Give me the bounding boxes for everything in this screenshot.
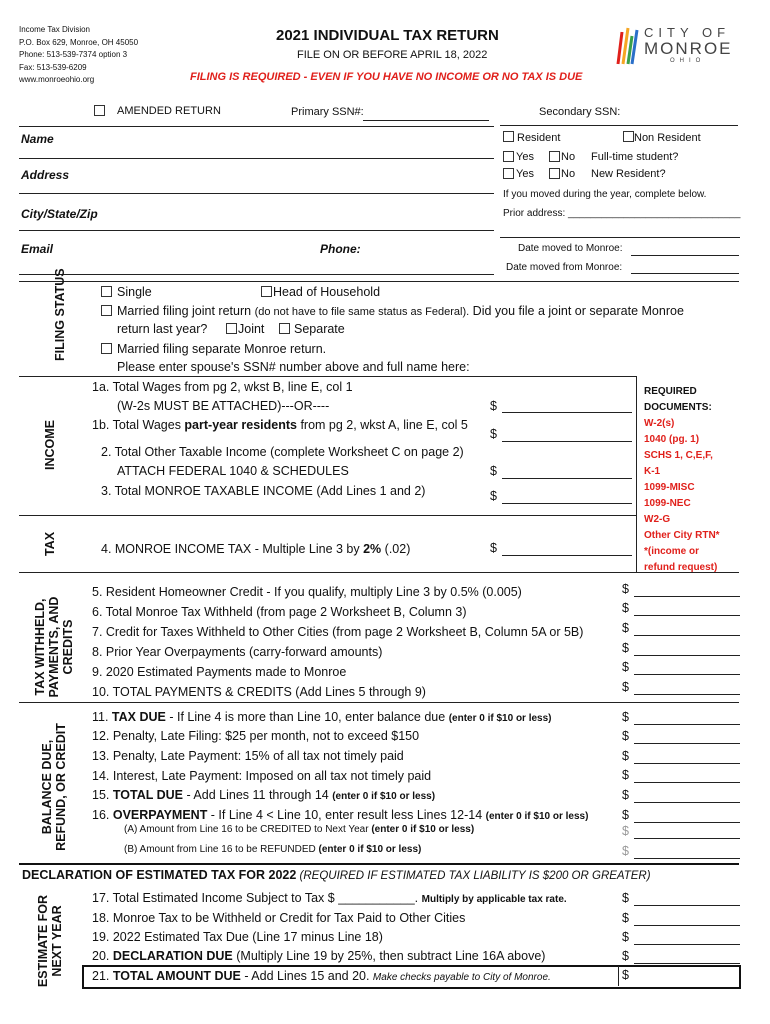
address-input[interactable] <box>19 193 494 194</box>
mfs-label: Married filing separate Monroe return. <box>117 342 327 356</box>
student-no-checkbox[interactable] <box>549 151 560 162</box>
amount-input[interactable] <box>634 963 740 964</box>
line-21-bold: TOTAL AMOUNT DUE <box>112 969 241 983</box>
line-2: 2. Total Other Taxable Income (complete Worksheet C on page 2) <box>101 445 464 459</box>
line-19: 19. 2022 Estimated Tax Due (Line 17 minus Line 18) <box>92 930 383 944</box>
line-9: 9. 2020 Estimated Payments made to Monroe <box>92 665 347 679</box>
dollar-sign: $ <box>622 968 629 982</box>
line-4-pre: 4. MONROE INCOME TAX - Multiple Line 3 by <box>101 542 364 556</box>
single-label: Single <box>117 285 152 299</box>
section-divider <box>19 702 739 703</box>
line-21-num: 21. <box>92 969 113 983</box>
estimate-label-2: NEXT YEAR <box>50 905 64 977</box>
amount-input[interactable] <box>634 838 740 839</box>
amount-input[interactable] <box>634 802 740 803</box>
fulltime-student-label: Full-time student? <box>591 151 679 163</box>
dollar-sign: $ <box>622 891 629 905</box>
dollar-sign: $ <box>622 641 629 655</box>
doc-item: Other City RTN* <box>644 530 720 541</box>
amount-input[interactable] <box>634 905 740 906</box>
joint-checkbox[interactable] <box>226 323 237 334</box>
total-divider <box>618 966 619 986</box>
dollar-sign: $ <box>622 808 629 822</box>
dollar-sign: $ <box>622 768 629 782</box>
separate-checkbox[interactable] <box>279 323 290 334</box>
address-label: Address <box>21 168 70 182</box>
doc-item: SCHS 1, C,E,F, <box>644 450 713 461</box>
dollar-sign: $ <box>622 844 629 858</box>
org-line: www.monroeohio.org <box>19 75 95 84</box>
line-16-bold: OVERPAYMENT <box>112 808 208 822</box>
section-divider <box>19 863 739 865</box>
separate-label: Separate <box>294 322 345 336</box>
non-resident-label: Non Resident <box>634 132 701 144</box>
amount-input[interactable] <box>634 596 740 597</box>
dollar-sign: $ <box>622 824 629 838</box>
dollar-sign: $ <box>622 729 629 743</box>
mfj-line <box>117 304 684 318</box>
income-section-label: INCOME <box>43 420 57 470</box>
line-14: 14. Interest, Late Payment: Imposed on all tax not timely paid <box>92 769 432 783</box>
line-16b-text: (B) Amount from Line 16 to be REFUNDED <box>124 844 319 855</box>
line-16a-note: (enter 0 if $10 or less) <box>371 824 475 835</box>
line-5: 5. Resident Homeowner Credit - If you qualify, multiply Line 3 by 0.5% (0.005) <box>92 585 522 599</box>
secondary-ssn-label: Secondary SSN: <box>539 106 621 118</box>
line-4-rate: 2% <box>363 542 382 556</box>
line-15 <box>92 788 435 802</box>
line-4-post: (.02) <box>381 542 411 556</box>
required-docs-title: REQUIRED DOCUMENTS: <box>644 386 712 413</box>
declaration-note: (REQUIRED IF ESTIMATED TAX LIABILITY IS $200 OR GREATER) <box>296 870 651 882</box>
spouse-instructions: Please enter spouse's SSN# number above and full name here: <box>117 360 470 374</box>
dollar-sign: $ <box>622 749 629 763</box>
name-input[interactable] <box>19 158 494 159</box>
required-documents <box>644 384 724 576</box>
line-17 <box>92 891 567 905</box>
line-20-text: (Multiply Line 19 by 25%, then subtract Line 16A above) <box>232 949 546 963</box>
dollar-sign: $ <box>622 660 629 674</box>
city-state-zip-input[interactable] <box>19 230 494 231</box>
dollar-sign: $ <box>622 911 629 925</box>
declaration-header <box>22 868 651 882</box>
estimate-section-label <box>36 887 64 995</box>
new-resident-label: New Resident? <box>591 168 666 180</box>
amount-input[interactable] <box>634 782 740 783</box>
amount-input[interactable] <box>634 635 740 636</box>
form-title: 2021 INDIVIDUAL TAX RETURN <box>276 27 499 44</box>
line-1b <box>92 418 468 432</box>
line-16 <box>92 808 588 822</box>
no-label: No <box>561 151 576 163</box>
hoh-checkbox[interactable] <box>261 286 272 297</box>
line-20 <box>92 949 545 963</box>
line-21-text: - Add Lines 15 and 20. <box>240 969 373 983</box>
doc-item: 1099-MISC <box>644 482 695 493</box>
line-18: 18. Monroe Tax to be Withheld or Credit for Tax Paid to Other Cities <box>92 911 466 925</box>
line-16-num: 16. <box>92 808 113 822</box>
section-divider <box>19 572 739 573</box>
dollar-sign: $ <box>490 489 497 503</box>
yes-label: Yes <box>516 151 534 163</box>
line-3: 3. Total MONROE TAXABLE INCOME (Add Lines 1 and 2) <box>101 484 426 498</box>
payments-lines <box>92 582 583 702</box>
dollar-sign: $ <box>622 949 629 963</box>
newres-no-checkbox[interactable] <box>549 168 560 179</box>
doc-item: *(income or <box>644 546 700 557</box>
amount-input[interactable] <box>634 858 740 859</box>
line-21-note: Make checks payable to City of Monroe. <box>372 972 551 983</box>
line-1b-bold: part-year residents <box>184 418 297 432</box>
line-20-num: 20. <box>92 949 113 963</box>
line-4-input[interactable] <box>502 555 632 556</box>
amount-input[interactable] <box>634 763 740 764</box>
line-11 <box>92 710 552 724</box>
estimate-label-1: ESTIMATE FOR <box>36 894 50 988</box>
line-6: 6. Total Monroe Tax Withheld (from page 2 Worksheet B, Column 3) <box>92 605 467 619</box>
line-20-bold: DECLARATION DUE <box>112 949 233 963</box>
line-16-note: (enter 0 if $10 or less) <box>485 811 589 822</box>
return-last-year-label: return last year? <box>117 322 208 336</box>
section-divider <box>19 376 636 377</box>
secondary-ssn-input[interactable] <box>500 125 738 126</box>
dollar-sign: $ <box>490 464 497 478</box>
phone-label: Phone: <box>320 242 361 256</box>
payments-label-3: CREDITS <box>61 619 75 675</box>
amount-input[interactable] <box>634 674 740 675</box>
primary-ssn-input[interactable] <box>363 120 489 121</box>
balance-label-2: REFUND, OR CREDIT <box>54 723 68 851</box>
newres-yes-checkbox[interactable] <box>503 168 514 179</box>
line-2-note: ATTACH FEDERAL 1040 & SCHEDULES <box>117 464 349 478</box>
date-moved-from-label: Date moved from Monroe: <box>506 262 623 273</box>
line-3-input[interactable] <box>502 503 632 504</box>
line-16b <box>124 844 421 855</box>
moved-instructions: If you moved during the year, complete below. <box>503 189 707 200</box>
line-7: 7. Credit for Taxes Withheld to Other Cities (from page 2 Worksheet B, Column 5A or 5B) <box>92 625 584 639</box>
line-1b-post: from pg 2, wkst A, line E, col 5 <box>296 418 468 432</box>
dollar-sign: $ <box>622 621 629 635</box>
doc-item: W-2(s) <box>644 418 675 429</box>
hoh-label: Head of Household <box>273 285 381 299</box>
resident-label: Resident <box>517 132 561 144</box>
line-11-bold: TAX DUE <box>111 710 166 724</box>
non-resident-checkbox[interactable] <box>623 131 634 142</box>
file-by-date: FILE ON OR BEFORE APRIL 18, 2022 <box>297 49 488 61</box>
docs-divider <box>636 376 637 572</box>
amended-label: AMENDED RETURN <box>117 105 221 117</box>
line-12: 12. Penalty, Late Filing: $25 per month, not to exceed $150 <box>92 729 420 743</box>
no-label: No <box>561 168 576 180</box>
org-line: P.O. Box 629, Monroe, OH 45050 <box>19 37 139 47</box>
line-16a-text: (A) Amount from Line 16 to be CREDITED to Next Year <box>124 824 372 835</box>
dollar-sign: $ <box>622 788 629 802</box>
org-line: Phone: 513-539-7374 option 3 <box>19 50 128 59</box>
name-label: Name <box>21 132 54 146</box>
dollar-sign: $ <box>622 680 629 694</box>
amended-checkbox[interactable] <box>94 105 105 116</box>
filing-status-section-label: FILING STATUS <box>53 268 67 361</box>
dollar-sign: $ <box>622 582 629 596</box>
amount-input[interactable] <box>634 743 740 744</box>
mfj-label: Married filing joint return <box>117 304 252 318</box>
doc-item: 1040 (pg. 1) <box>644 434 700 445</box>
payments-label-1: TAX WITHHELD, <box>33 598 47 696</box>
doc-item: 1099-NEC <box>644 498 691 509</box>
line-11-text: - If Line 4 is more than Line 10, enter balance due <box>165 710 449 724</box>
dollar-sign: $ <box>622 601 629 615</box>
date-moved-to-input[interactable] <box>631 255 739 256</box>
logo-monroe: MONROE <box>644 39 733 58</box>
email-label: Email <box>21 242 54 256</box>
date-moved-from-input[interactable] <box>631 273 739 274</box>
filing-required-notice: FILING IS REQUIRED - EVEN IF YOU HAVE NO INCOME OR NO TAX IS DUE <box>190 71 583 83</box>
mfj-checkbox[interactable] <box>101 305 112 316</box>
divider <box>19 126 494 127</box>
tax-section-label: TAX <box>43 531 57 557</box>
line-15-bold: TOTAL DUE <box>112 788 184 802</box>
balance-section-label <box>40 717 68 857</box>
joint-label: Joint <box>238 322 265 336</box>
logo-mark-icon <box>612 24 642 68</box>
payments-label-2: PAYMENTS, AND <box>47 596 61 698</box>
line-13: 13. Penalty, Late Payment: 15% of all tax not timely paid <box>92 749 404 763</box>
resident-checkbox[interactable] <box>503 131 514 142</box>
amount-input[interactable] <box>634 724 740 725</box>
doc-item: K-1 <box>644 466 661 477</box>
email-phone-input[interactable] <box>19 274 494 275</box>
line-17-text: 17. Total Estimated Income Subject to Tax $ ___________. <box>92 891 422 905</box>
line-2-input[interactable] <box>502 478 632 479</box>
line-1a: 1a. Total Wages from pg 2, wkst B, line E, col 1 <box>92 380 353 394</box>
line-16b-note: (enter 0 if $10 or less) <box>318 844 422 855</box>
line-8: 8. Prior Year Overpayments (carry-forward amounts) <box>92 645 383 659</box>
yes-label: Yes <box>516 168 534 180</box>
org-line: Fax: 513-539-6209 <box>19 62 87 72</box>
mfj-question: Did you file a joint or separate Monroe <box>472 304 684 318</box>
mfs-checkbox[interactable] <box>101 343 112 354</box>
city-state-zip-label: City/State/Zip <box>21 207 98 221</box>
section-divider <box>19 281 739 282</box>
balance-label-1: BALANCE DUE, <box>40 739 54 835</box>
single-checkbox[interactable] <box>101 286 112 297</box>
line-1b-pre: 1b. Total Wages <box>92 418 185 432</box>
line-16-text: - If Line 4 < Line 10, enter result less Lines 12-14 <box>207 808 486 822</box>
line-17-note: Multiply by applicable tax rate. <box>421 894 567 905</box>
amount-input[interactable] <box>634 925 740 926</box>
line-11-note: (enter 0 if $10 or less) <box>448 713 552 724</box>
amount-input[interactable] <box>634 694 740 695</box>
amount-input[interactable] <box>634 615 740 616</box>
line-16a <box>124 824 474 835</box>
date-moved-to-label: Date moved to Monroe: <box>518 243 623 254</box>
line-15-text: - Add Lines 11 through 14 <box>183 788 333 802</box>
line-1b-input[interactable] <box>502 441 632 442</box>
line-11-num: 11. <box>92 710 112 724</box>
mfj-note: (do not have to file same status as Federal). <box>254 306 470 318</box>
amount-input[interactable] <box>634 944 740 945</box>
line-1a-input[interactable] <box>502 412 632 413</box>
dollar-sign: $ <box>622 930 629 944</box>
payments-section-label <box>33 585 75 709</box>
doc-item: W2-G <box>644 514 671 525</box>
dollar-sign: $ <box>490 427 497 441</box>
line-10: 10. TOTAL PAYMENTS & CREDITS (Add Lines 5 through 9) <box>92 685 426 699</box>
dollar-sign: $ <box>490 399 497 413</box>
prior-address-field[interactable]: Prior address: _______________________________ <box>503 208 741 219</box>
doc-item: refund request) <box>644 562 718 573</box>
org-address <box>19 24 138 87</box>
section-divider <box>19 515 636 516</box>
city-logo <box>612 24 748 70</box>
line-4 <box>101 542 410 556</box>
prior-address-line2[interactable] <box>500 237 740 238</box>
line-21 <box>92 969 551 983</box>
org-line: Income Tax Division <box>19 25 90 34</box>
logo-city-of: CITY OF <box>644 25 731 40</box>
amount-input[interactable] <box>634 655 740 656</box>
line-15-note: (enter 0 if $10 or less) <box>332 791 436 802</box>
primary-ssn-label: Primary SSN#: <box>291 106 364 118</box>
line-15-num: 15. <box>92 788 113 802</box>
declaration-title: DECLARATION OF ESTIMATED TAX FOR 2022 <box>22 868 297 882</box>
amount-input[interactable] <box>634 822 740 823</box>
dollar-sign: $ <box>490 541 497 555</box>
student-yes-checkbox[interactable] <box>503 151 514 162</box>
dollar-sign: $ <box>622 710 629 724</box>
logo-ohio: OHIO <box>670 58 706 64</box>
line-1a-note: (W-2s MUST BE ATTACHED)---OR---- <box>117 399 330 413</box>
